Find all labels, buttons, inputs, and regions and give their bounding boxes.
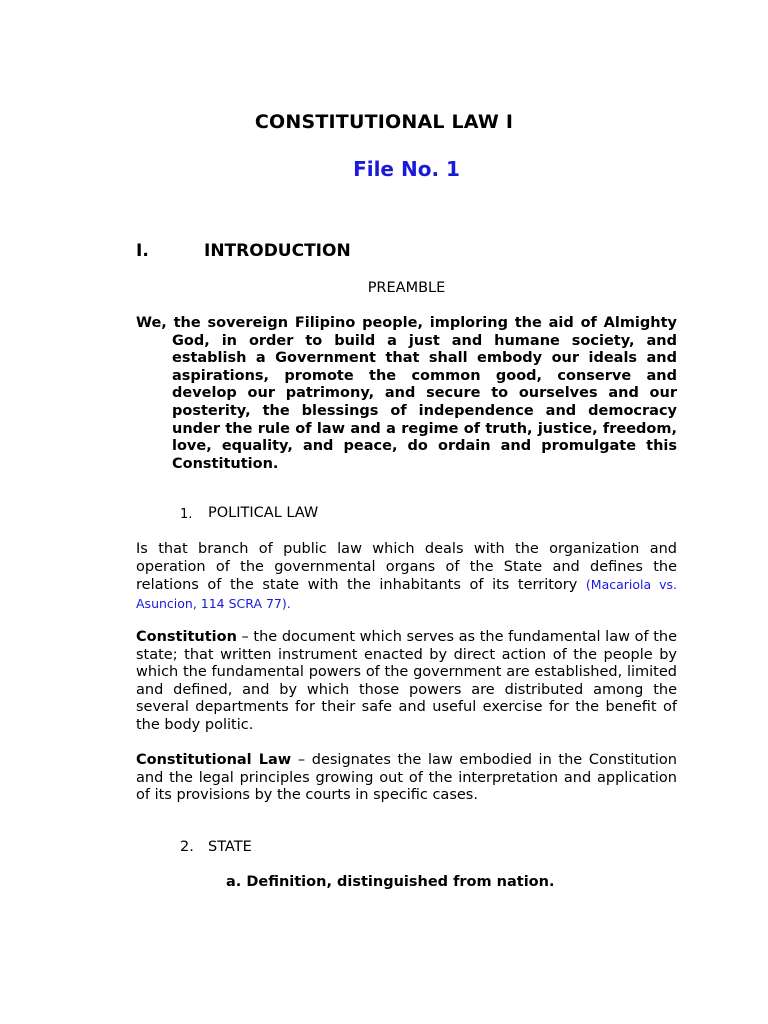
subsection-number-state: 2. bbox=[180, 839, 194, 855]
constitution-definition-text: – the document which serves as the fundamental law of the state; that written instrument enacted by direct action of the people by which the fundamental powers of the government are established, limited and defined, and by which those powers are distributed among the several departments for their safe and useful exercise for the benefit of the body politic. bbox=[136, 629, 677, 733]
section-numeral: I. bbox=[136, 241, 149, 261]
subsection-number-political-law: 1. bbox=[180, 507, 193, 522]
political-law-definition bbox=[136, 541, 677, 613]
subsection-heading-political-law: POLITICAL LAW bbox=[208, 505, 319, 521]
preamble-text: We, the sovereign Filipino people, imploring the aid of Almighty God, in order to build a just and humane society, and establish a Government that shall embody our ideals and aspirations, promote the common good, conserve and develop our patrimony, and secure to ourselves and our posterity, the blessings of independence and democracy under the rule of law and a regime of truth, justice, freedom, love, equality, and peace, do ordain and promulgate this Constitution. bbox=[136, 315, 677, 472]
constitutional-law-definition-text: – designates the law embodied in the Constitution and the legal principles growing out of the interpretation and application of its provisions by the courts in specific cases. bbox=[136, 752, 677, 804]
file-number: File No. 1 bbox=[353, 157, 460, 181]
citation-period: . bbox=[286, 595, 291, 611]
state-subheading-a: a. Definition, distinguished from nation. bbox=[226, 874, 555, 890]
political-law-definition-text: Is that branch of public law which deals with the organization and operation of the governmental organs of the State and defines the relations of the state with the inhabitants of its territory bbox=[136, 541, 677, 594]
preamble-heading: PREAMBLE bbox=[367, 280, 446, 296]
document-title: CONSTITUTIONAL LAW I bbox=[254, 111, 514, 133]
section-heading-introduction: INTRODUCTION bbox=[204, 241, 351, 261]
subsection-heading-state: STATE bbox=[208, 839, 252, 855]
constitutional-law-definition bbox=[136, 752, 677, 805]
case-citation: (Macariola vs. Asuncion, 114 SCRA 77) bbox=[136, 577, 678, 611]
constitutional-law-term: Constitutional Law bbox=[136, 752, 292, 768]
constitution-definition bbox=[136, 629, 677, 735]
constitution-term: Constitution bbox=[136, 629, 237, 645]
